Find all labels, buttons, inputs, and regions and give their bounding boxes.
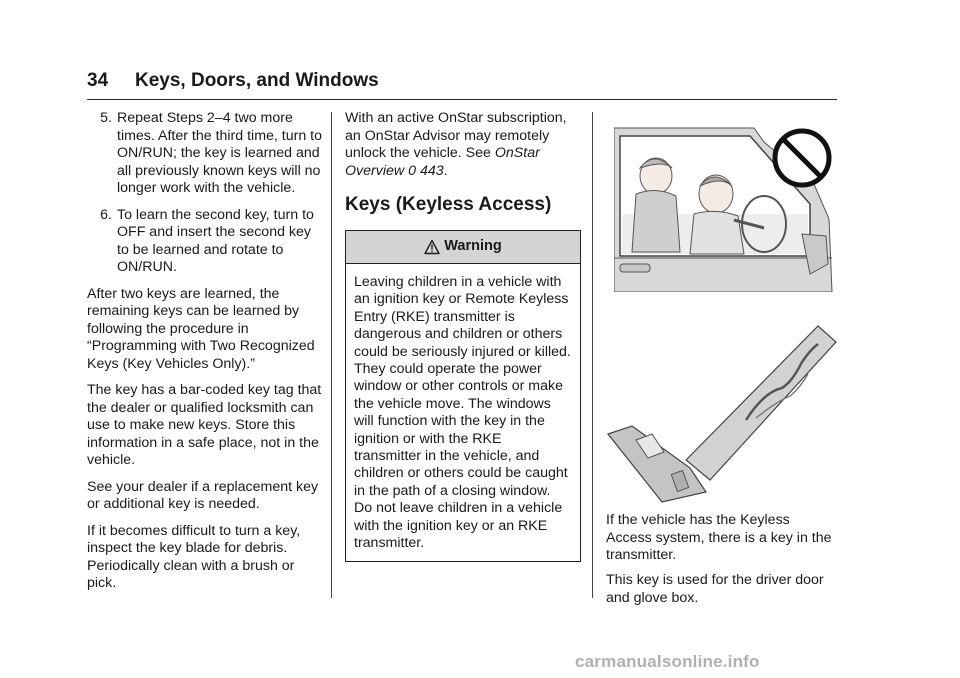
- keyless-access-heading: Keys (Keyless Access): [345, 194, 552, 215]
- paragraph: See your dealer if a replacement key or additional key is needed.: [87, 478, 319, 512]
- onstar-intro: With an active OnStar subscription, an OnStar Advisor may remotely unlock the vehicle. See: [345, 110, 567, 161]
- page-number: 34: [87, 70, 109, 91]
- step-number: 5.: [100, 110, 112, 126]
- header-rule: [87, 99, 837, 100]
- step-5: [87, 110, 325, 198]
- warning-text: Leaving children in a vehicle with an ignition key or Remote Keyless Entry (RKE) transmitter is dangerous and children or others could be seriously injured or killed. They could operate the power window or other controls or make the vehicle move. The windows will function with the key in the ignition or with the RKE transmitter in the vehicle, and children or others could be caught in the path of a closing window. Do not leave children in a vehicle with the ignition key or an RKE transmitter.: [354, 274, 571, 552]
- page-ref-arrow: 0: [408, 162, 416, 179]
- paragraph: If it becomes difficult to turn a key, inspect the key blade for debris. Periodically clean with a brush or pick.: [87, 522, 301, 591]
- key-usage-paragraph: This key is used for the driver door and glove box.: [606, 572, 824, 606]
- keyless-paragraph: If the vehicle has the Keyless Access system, there is a key in the transmitter.: [606, 512, 832, 563]
- step-number: 6.: [100, 206, 112, 223]
- warning-header: [346, 231, 580, 264]
- column-left: [87, 110, 325, 602]
- warning-title: Warning: [444, 238, 502, 255]
- warning-icon: [424, 239, 440, 255]
- onstar-paragraph: [345, 110, 581, 180]
- page-ref-number[interactable]: 443: [419, 162, 444, 179]
- step-text: Repeat Steps 2–4 two more times. After the third time, turn to ON/RUN; the key is learned and all previously known keys will no longer work with the vehicle.: [117, 110, 323, 196]
- onstar-link[interactable]: OnStar Overview: [345, 145, 540, 179]
- paragraph: The key has a bar-coded key tag that the dealer or qualified locksmith can use to make new keys. Store this information in a safe place, not in the vehicle.: [87, 382, 322, 468]
- step-text: To learn the second key, turn to OFF and insert the second key to be learned and rotate to ON/RUN.: [117, 206, 314, 275]
- period: .: [443, 162, 448, 179]
- column-middle: [345, 110, 581, 562]
- paragraph: After two keys are learned, the remaining keys can be learned by following the procedure in “Programming with Two Recognized Keys (Key Vehicles Only).”: [87, 285, 315, 372]
- column-divider: [331, 112, 332, 598]
- key-blade-illustration: [606, 322, 838, 508]
- step-6: [87, 207, 325, 277]
- section-title: Keys, Doors, and Windows: [135, 70, 379, 91]
- watermark: carmanualsonline.info: [575, 652, 760, 671]
- column-divider: [592, 112, 593, 598]
- warning-box: [345, 230, 581, 562]
- children-in-vehicle-illustration: [614, 124, 836, 292]
- page-header: [87, 70, 837, 100]
